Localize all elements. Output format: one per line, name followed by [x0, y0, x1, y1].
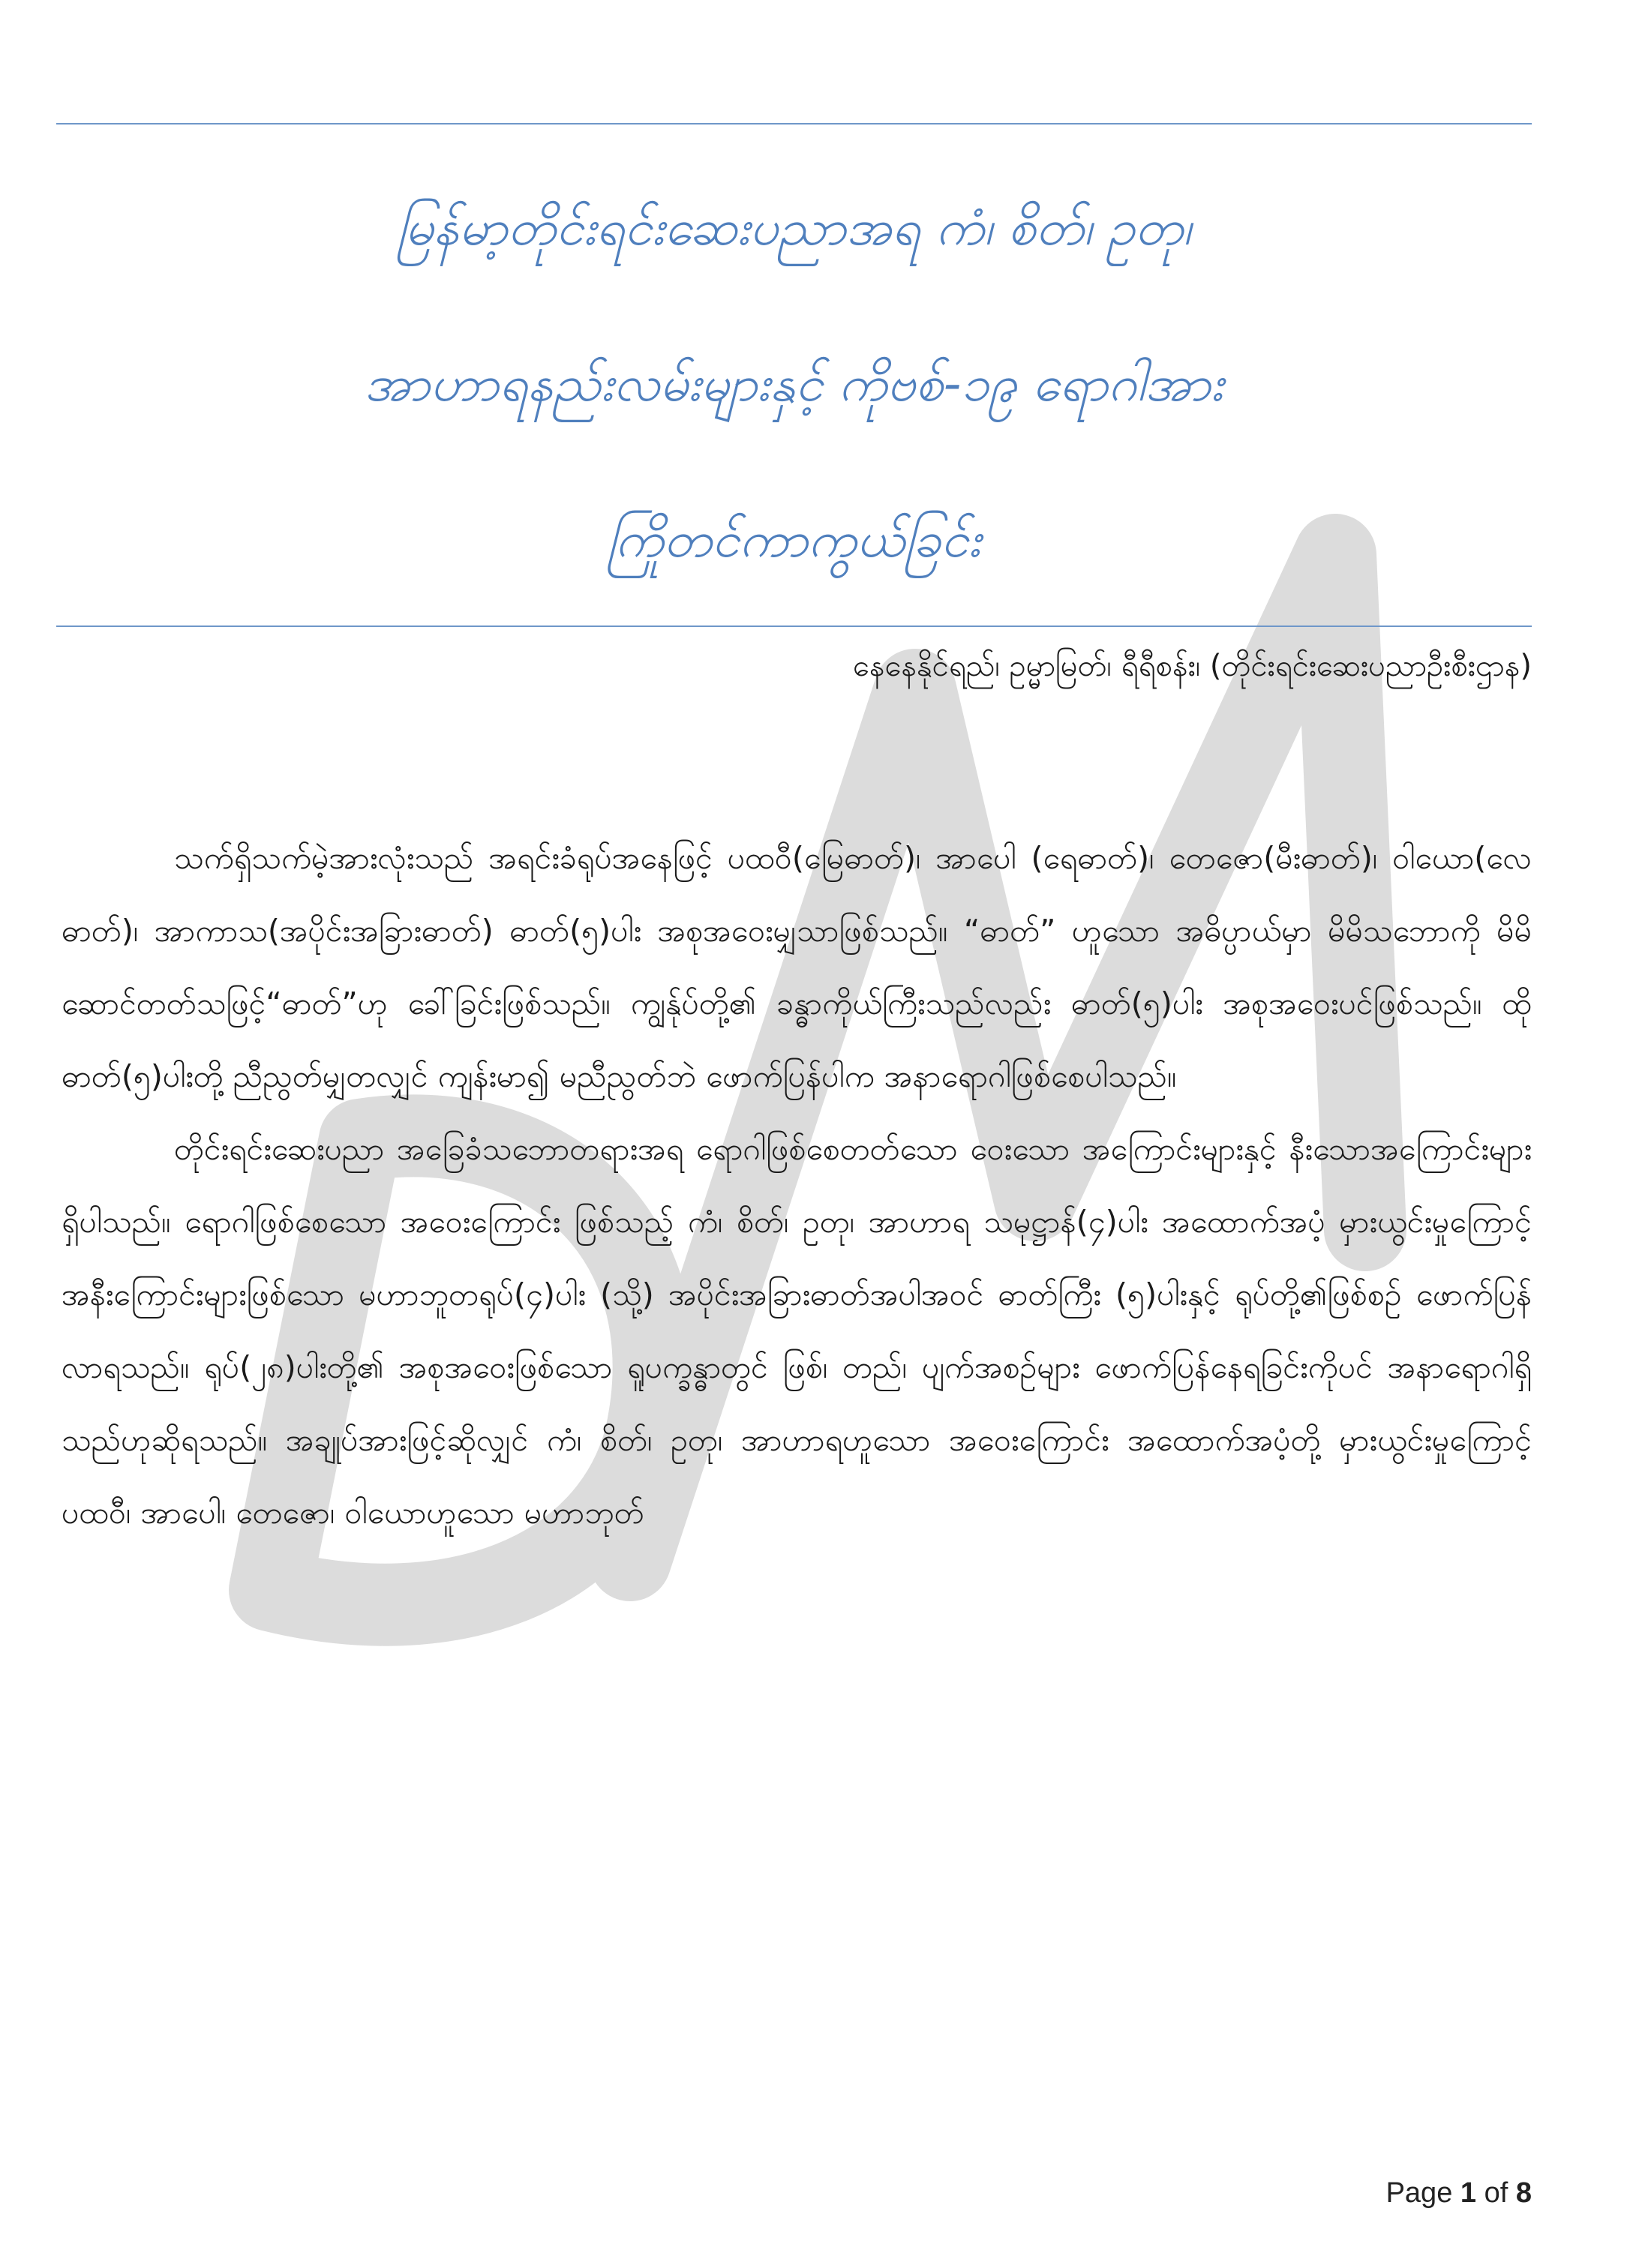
title-line-2: အာဟာရနည်းလမ်းများနှင့် ကိုဗစ်-၁၉ ရောဂါအား: [364, 355, 1224, 412]
page-total: 8: [1515, 2177, 1532, 2209]
title-top-rule: [56, 123, 1532, 124]
page-prefix: Page: [1385, 2177, 1453, 2209]
body-paragraph-1: သက်ရှိသက်မဲ့အားလုံးသည် အရင်းခံရုပ်အနေဖြင့် ပထဝီ(မြေဓာတ်)၊ အာပေါ (ရေဓာတ်)၊ တေဇော(မီးဓာတ်)၊ ဝါယော(လေဓာတ်)၊ အာကာသ(အပိုင်းအခြားဓာတ်) ဓာတ်(၅)ပါး အစုအဝေးမျှသာဖြစ်သည်။ “ဓာတ်” ဟူသော အဓိပ္ပာယ်မှာ မိမိသဘောကို မိမိဆောင်တတ်သဖြင့်“ဓာတ်”ဟု ခေါ်ခြင်းဖြစ်သည်။ ကျွန်ုပ်တို့၏ ခန္ဓာကိုယ်ကြီးသည်လည်း ဓာတ်(၅)ပါး အစုအဝေးပင်ဖြစ်သည်။ ထိုဓာတ်(၅)ပါးတို့ ညီညွတ်မျှတလျှင် ကျန်းမာ၍ မညီညွတ်ဘဲ ဖောက်ပြန်ပါက အနာရောဂါဖြစ်စေပါသည်။: [62, 840, 1532, 1094]
page-number: [1386, 2177, 1532, 2210]
document-body: [62, 822, 1532, 1550]
title-line-1: မြန်မာ့တိုင်းရင်းဆေးပညာအရ ကံ၊ စိတ်၊ ဥတု၊: [397, 199, 1191, 256]
document-title: [56, 150, 1532, 618]
page-of: of: [1484, 2177, 1508, 2209]
page-current: 1: [1460, 2177, 1477, 2209]
body-paragraph-2: တိုင်းရင်းဆေးပညာ အခြေခံသဘောတရားအရ ရောဂါဖြစ်စေတတ်သော ဝေးသော အကြောင်းများနှင့် နီးသောအကြောင်းများရှိပါသည်။ ရောဂါဖြစ်စေသော အဝေးကြောင်း ဖြစ်သည့် ကံ၊ စိတ်၊ ဥတု၊ အာဟာရ သမုဋ္ဌာန်(၄)ပါး အထောက်အပံ့ မှားယွင်းမှုကြောင့် အနီးကြောင်းများဖြစ်သော မဟာဘူတရုပ်(၄)ပါး (သို့) အပိုင်းအခြားဓာတ်အပါအဝင် ဓာတ်ကြီး (၅)ပါးနှင့် ရုပ်တို့၏ဖြစ်စဉ် ဖောက်ပြန်လာရသည်။ ရုပ်(၂၈)ပါးတို့၏ အစုအဝေးဖြစ်သော ရူပက္ခန္ဓာတွင် ဖြစ်၊ တည်၊ ပျက်အစဉ်များ ဖောက်ပြန်နေရခြင်းကိုပင် အနာရောဂါရှိသည်ဟုဆိုရသည်။ အချုပ်အားဖြင့်ဆိုလျှင် ကံ၊ စိတ်၊ ဥတု၊ အာဟာရဟူသော အဝေးကြောင်း အထောက်အပံ့တို့ မှားယွင်းမှုကြောင့် ပထဝီ၊ အာပေါ၊ တေဇော၊ ဝါယောဟူသော မဟာဘုတ်: [62, 1131, 1532, 1531]
title-line-3: ကြိုတင်ကာကွယ်ခြင်း: [607, 511, 981, 568]
author-line: နေနေနိုင်ရည်၊ ဥမ္မာမြတ်၊ ရီရီစန်း၊ (တိုင်းရင်းဆေးပညာဦးစီးဌာန): [853, 649, 1532, 683]
title-bottom-rule: [56, 626, 1532, 627]
